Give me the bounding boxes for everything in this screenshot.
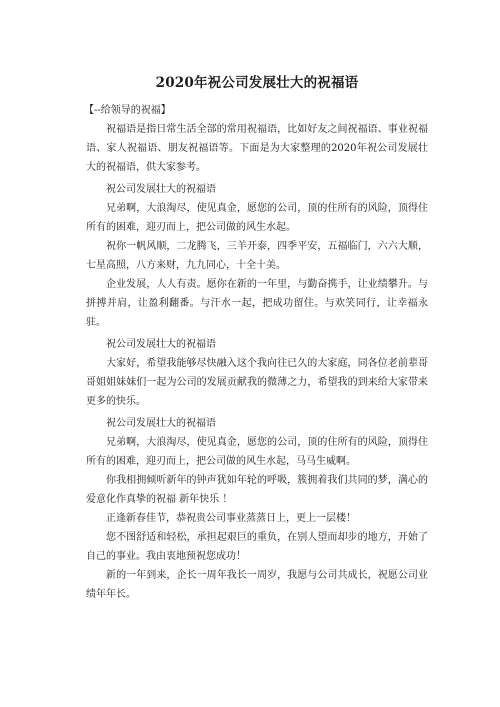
intro-paragraph: 祝福语是指日常生活全部的常用祝福语，比如好友之间祝福语、事业祝福语、家人祝福语、朋友祝福语等。下面是为大家整理的2020年祝公司发展壮大的祝福语，供大家参考。 [86,124,428,173]
paragraph: 你我相拥倾听新年的钟声犹如年轮的呼吸，簇拥着我们共同的梦，满心的爱意化作真挚的祝福 新年快乐 ！ [86,475,428,505]
paragraph: 兄弟啊，大浪淘尽，使见真金，愿您的公司，顶的住所有的风险，顶得住所有的困难，迎刃而上，把公司做的风生水起。 [86,203,428,233]
subheading: 祝公司发展壮大的祝福语 [106,418,216,429]
document-title: 2020年祝公司发展壮大的祝福语 [155,75,359,91]
section-title: 【--给领导的祝福】 [84,105,171,116]
paragraph: 祝你一帆风顺，二龙腾飞，三羊开泰，四季平安，五福临门，六六大顺，七星高照，八方来财，九九同心，十全十美。 [86,241,428,271]
document-page [86,0,428,604]
paragraph: 企业发展，人人有责。愿你在新的一年里，与勤奋携手，让业绩攀升。与拼搏并肩，让盈利翻番。与汗水一起，把成功留住。与欢笑同行，让幸福永驻。 [86,279,428,328]
paragraph: 新的一年到来，企长一周年我长一周岁，我愿与公司共成长，祝愿公司业绩年年长。 [86,570,428,600]
paragraph: 兄弟啊，大浪淘尽，使见真金，愿您的公司，顶的住所有的风险，顶得住所有的困难，迎刃而上，把公司做的风生水起，马马生威啊。 [86,437,428,467]
paragraph: 您不图舒适和轻松，承担起艰巨的重负，在别人望而却步的地方，开始了自己的事业。我由衷地预祝您成功！ [86,532,428,562]
subheading: 祝公司发展壮大的祝福语 [106,184,216,195]
paragraph: 大家好，希望我能够尽快融入这个我向往已久的大家庭，同各位老前辈哥哥姐姐妹妹们一起为公司的发展贡献我的微薄之力，希望我的到来给大家带来更多的快乐。 [86,358,428,407]
subheading: 祝公司发展壮大的祝福语 [106,339,216,350]
paragraph: 正逢新春佳节，恭祝贵公司事业蒸蒸日上，更上一层楼！ [106,513,356,524]
